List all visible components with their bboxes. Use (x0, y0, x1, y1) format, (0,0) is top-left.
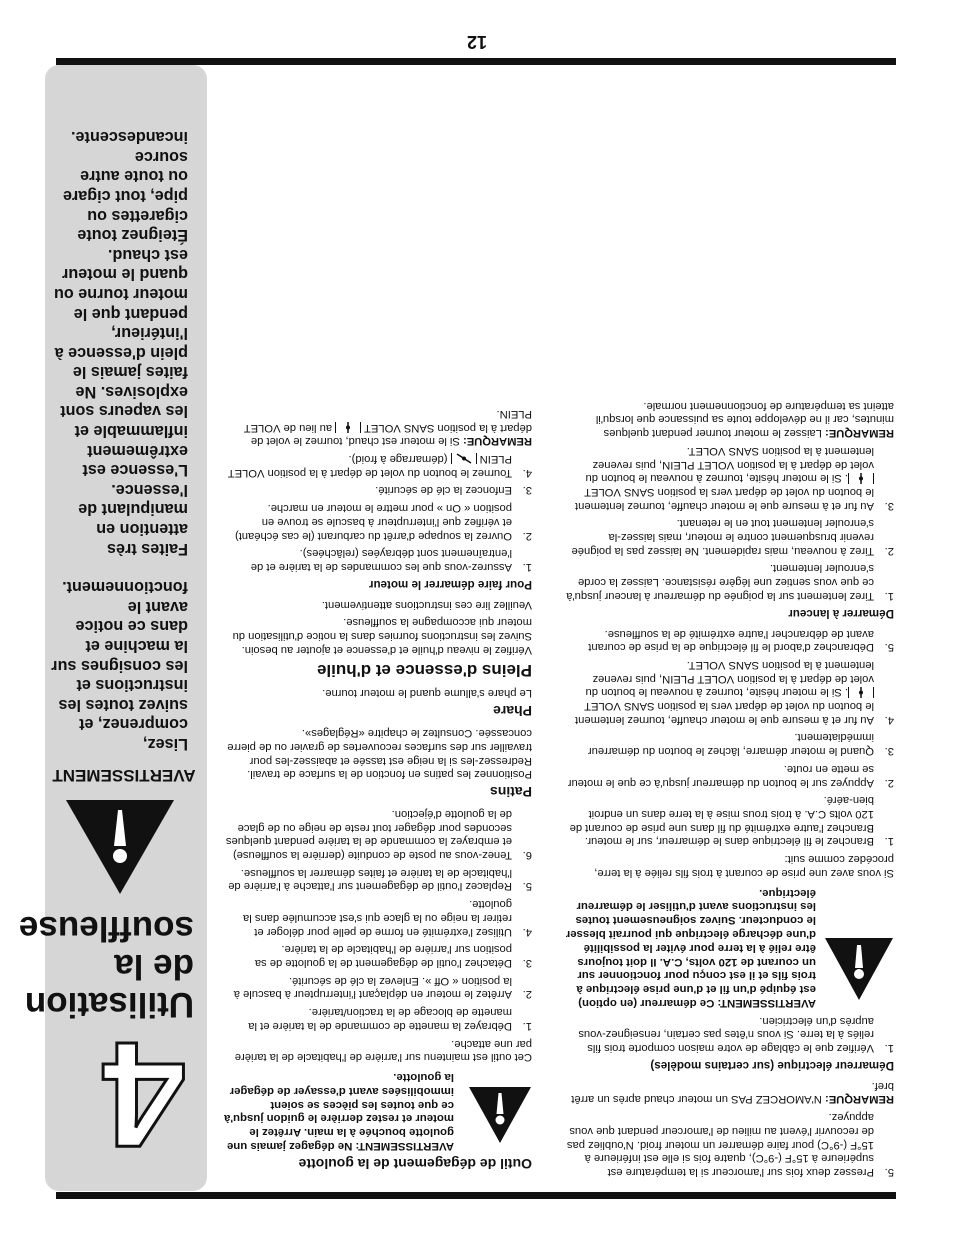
heading-electrique: Démarreur électrique (sur certains modèles) (650, 1059, 894, 1073)
list-item: 2. Appuyez sur le bouton du démarreur jusqu'à ce que le moteur se mette en route. (567, 762, 894, 789)
paragraph: Le phare s'allume quand le moteur tourne. (322, 687, 532, 700)
choke-off-icon (848, 473, 874, 484)
paragraph: Vérifiez le niveau d'huile et d'essence et ajouter au besoin. Suivez les instructions fournies dans la notice d'utilisation du moteur qui accompagne la souffleuse. (232, 616, 532, 656)
heading-phare: Phare (493, 703, 532, 720)
list-item: 3. Enfoncez la clé de sécurité. (375, 484, 532, 497)
list-item: 1. Débrayez la manette de commande de la tarière et la manette de blocage de la traction/tarière. (248, 1006, 532, 1032)
heading-demarrer: Pour faire démarrer le moteur (368, 577, 532, 591)
choke-full-icon (451, 453, 477, 464)
warning-box-outil (223, 1069, 532, 1152)
list-item: 3. Au fur et à mesure que le moteur chauffe, tournez lentement le bouton du volet de départ vers la position SANS VOLET . Si le moteur hésite, tournez à nouveau le bouton du volet de départ à la position VOLET PLEIN, puis revenez lentement à la position SANS VOLET. (575, 444, 894, 512)
page-number: 12 (466, 32, 488, 52)
list-item: 4. Utilisez l'extrémité en forme de pelle pour déloger et retirer la neige ou la glace qui s'est accumulée dans la goulotte. (243, 898, 532, 938)
heading-lanceur: Démarrer à lanceur (788, 606, 894, 620)
top-rule (56, 1192, 896, 1199)
note: REMARQUE: Si le moteur est chaud, tournez le volet de départ à la position SANS VOLET au lieu de VOLET PLEIN. (243, 407, 532, 448)
list-item: 1. Assurez-vous que les commandes de la tarière et de l'entraînement sont débrayées (relâchées). (250, 547, 532, 573)
list-item: 3. Quand le moteur démarre, lâchez le bouton du démarreur immédiatement. (587, 731, 894, 758)
list-item: 6. Tenez-vous au poste de conduite (derrière la souffleuse) et embrayez la commande de la tarière pendant quelques secondes pour dégager tout reste de neige ou de glace de la goulotte d'éjection. (225, 807, 532, 862)
warning-triangle-icon (64, 793, 176, 896)
list-item: 5. Débranchez d'abord le fil électrique de la prise de courant avant de débrancher l'autre extrémité de la souffleuse. (588, 627, 894, 654)
note: REMARQUE: Laissez le moteur tourner pendant quelques minutes, car il ne développe toute sa puissance que lorsqu'il atteint sa température de fonctionnement normale. (595, 399, 894, 440)
list-item: 5. Replacez l'outil de dégagement sur l'attache à l'arrière de l'habitacle de la tarière et faites démarrer la souffleuse. (228, 866, 532, 893)
paragraph: Positionnez les patins en fonction de la surface de travail. Redressez-les si la neige est tassée et abaissez-les pour travailler sur des surfaces recouvertes de gravier ou de pierre concassée. Consultez le chapitre «Réglages». (227, 727, 532, 781)
paragraph: Veuillez lire ces instructions attentivement. (321, 598, 532, 611)
text-column-left (223, 402, 532, 1178)
warning-text: AVERTISSEMENT: Ce démarreur (en option) est équipé d'un fil et d'une prise électrique à trois fils et il est conçu pour fonctionner sur un courant de 120 volts, C.A. Il doit toujours être relié à la terre pour éviter la possibilité d'une décharge électrique qui pourrait blesser le conducteur. Suivez soigneusement toutes les instructions avant d'utiliser le démarreur électrique. (565, 886, 816, 1009)
heading-patins: Patins (489, 784, 532, 801)
paragraph: Si vous avez une prise de courant à trois fils reliée à la terre, procédez comme suit: (594, 853, 894, 879)
warning-triangle-icon (824, 885, 894, 1009)
warning-text: AVERTISSEMENT: Ne dégagez jamais une goulotte bouchée à la main. Arrêtez le moteur et restez derrière le guidon jusqu'à ce que toutes les pièces se soient immobilisées avant d'essayer de dégager la goulotte. (224, 1071, 454, 1152)
choke-off-icon (848, 687, 874, 698)
paragraph: Cet outil est maintenu sur l'arrière de l'habitacle de la tarière par une attache. (234, 1037, 532, 1064)
list-item: 4. Au fur et à mesure que le moteur chauffe, tournez lentement le bouton du volet de départ vers la position SANS VOLET . Si le moteur hésite, tournez à nouveau le bouton du volet de départ à la position VOLET PLEIN, puis revenez lentement à la position SANS VOLET. (575, 658, 894, 726)
list-item: 4. Tournez le bouton du volet de départ à la position VOLET PLEIN (démarrage à froid). (227, 453, 532, 479)
sidebar-warning-label: AVERTISSEMENT (52, 766, 196, 785)
chapter-title: Utilisation de la souffleuse (18, 909, 194, 1024)
choke-off-icon (335, 422, 361, 433)
note: REMARQUE: N'AMORCEZ PAS un moteur chaud après un arrêt bref. (571, 1079, 894, 1106)
heading-outil: Outil de dégagement de la goulotte (298, 1156, 532, 1172)
warning-triangle-icon (462, 1069, 532, 1152)
sidebar-warning-text (50, 108, 188, 753)
warning-box-electrique (564, 885, 894, 1009)
text-column-right (564, 394, 894, 1178)
list-item: 1. Vérifiez que le câblage de votre maison comporte trois fils reliés à la terre. Si vous n'êtes pas certain, renseignez-vous auprès d'un électricien. (578, 1014, 894, 1055)
list-item: 5. Pressez deux fois sur l'amorceur si la température est supérieure à 15°F (-9°C), quatre fois si elle est inférieure à 15°F (-9°C) pour faire démarrer un moteur froid. N'oubliez pas de recouvrir l'évent au milieu de l'amorceur pendant que vous appuyez. (566, 1111, 894, 1178)
sidebar-warning-paragraph: Faites très attention en manipulant de l'essence. L'essence est extrêmement inflammable et les vapeurs sont explosives. Ne faites jamais le plein d'essence à l'intérieur, pendant que le moteur tourne ou quand le moteur est chaud. Éteignez toute cigarettes ou pipe, tout cigare ou toute autre source incandescente. (54, 128, 188, 558)
list-item: 2. Ouvrez la soupape d'arrêt du carburant (le cas échéant) et vérifiez que l'interrupteur à bascule se trouve en position « On » pour mettre le moteur en marche. (234, 502, 532, 542)
list-item: 3. Détachez l'outil de dégagement de la goulotte de sa position sur l'arrière de l'habitacle de la tarière. (254, 943, 532, 969)
list-item: 2. Tirez à nouveau, mais rapidement. Ne laissez pas la poignée revenir brusquement contre le moteur, mais laissez-la s'enrouler lentement tout en le retenant. (571, 517, 894, 557)
list-item: 1. Branchez le fil électrique dans le démarreur, sur le moteur. Branchez l'autre extrémité du fil dans une prise de courant de 120 volts C.A. à trois trous mise à la terre dans un endroit bien-aéré. (569, 794, 894, 848)
list-item: 2. Arrêtez le moteur en déplaçant l'interrupteur à bascule à la position « Off ». Enlevez la clé de sécurité. (233, 974, 532, 1001)
list-item: 1. Tirez lentement sur la poignée du démarreur à lanceur jusqu'à ce que vous sentiez une légère résistance. Laissez la corde s'enrouler lentement. (566, 562, 894, 602)
sidebar-warning-paragraph: Lisez, comprenez, et suivez toutes les instructions et les consignes sur la machine et dans ce notice avant le fonctionnement. (51, 578, 188, 753)
bottom-rule (56, 58, 896, 65)
heading-pleins: Pleins d'essence et d'huile (317, 660, 532, 680)
chapter-number: 4 (102, 1011, 186, 1179)
